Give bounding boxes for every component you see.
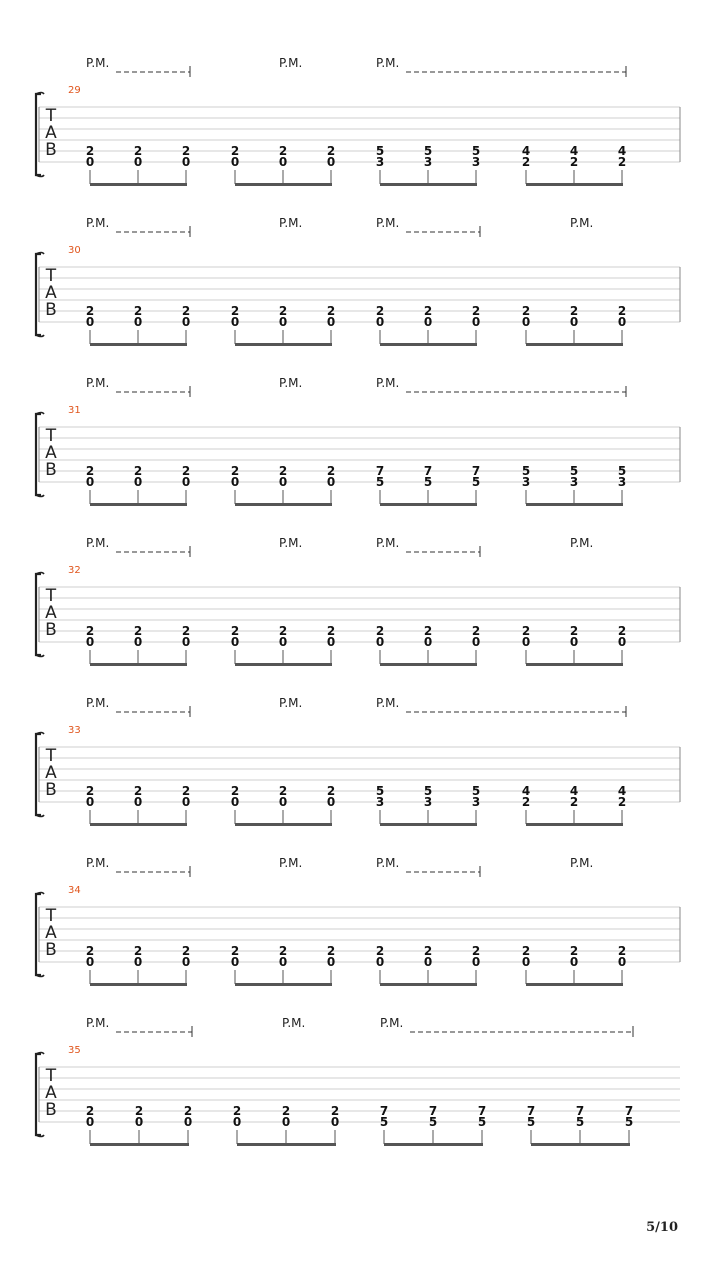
- fret-number: 2: [85, 144, 95, 158]
- palm-mute-label: P.M.: [86, 856, 110, 870]
- fret-number: 3: [569, 475, 579, 489]
- fret-number: 0: [326, 315, 336, 329]
- fret-number: 0: [181, 795, 191, 809]
- fret-number: 2: [278, 784, 288, 798]
- tab-clef-letter: T: [45, 906, 57, 926]
- fret-number: 2: [181, 144, 191, 158]
- fret-number: 2: [521, 155, 531, 169]
- fret-number: 0: [375, 315, 385, 329]
- fret-number: 2: [569, 944, 579, 958]
- note-beam: [90, 823, 187, 826]
- fret-number: 2: [281, 1104, 291, 1118]
- fret-number: 5: [569, 464, 579, 478]
- fret-number: 2: [181, 624, 191, 638]
- palm-mute-label: P.M.: [376, 856, 400, 870]
- tab-clef-letter: T: [45, 1066, 57, 1086]
- palm-mute-label: P.M.: [376, 216, 400, 230]
- fret-number: 7: [575, 1104, 585, 1118]
- fret-number: 0: [85, 635, 95, 649]
- fret-number: 2: [133, 144, 143, 158]
- fret-number: 0: [278, 315, 288, 329]
- fret-number: 0: [134, 1115, 144, 1129]
- palm-mute-label: P.M.: [282, 1016, 306, 1030]
- palm-mute-label: P.M.: [570, 536, 594, 550]
- tab-system: [36, 56, 680, 186]
- tab-clef-letter: A: [45, 603, 57, 623]
- note-beam: [235, 983, 332, 986]
- fret-number: 2: [521, 624, 531, 638]
- fret-number: 4: [521, 784, 531, 798]
- tab-system: [36, 536, 680, 666]
- tab-clef-letter: B: [45, 140, 57, 160]
- fret-number: 0: [330, 1115, 340, 1129]
- fret-number: 0: [278, 155, 288, 169]
- fret-number: 5: [375, 144, 385, 158]
- fret-number: 5: [423, 784, 433, 798]
- fret-number: 2: [85, 784, 95, 798]
- page-number: 5/10: [646, 1220, 678, 1235]
- fret-number: 5: [624, 1115, 634, 1129]
- note-beam: [526, 983, 623, 986]
- fret-number: 2: [181, 304, 191, 318]
- fret-number: 3: [423, 155, 433, 169]
- fret-number: 2: [230, 944, 240, 958]
- palm-mute-label: P.M.: [570, 856, 594, 870]
- fret-number: 2: [617, 155, 627, 169]
- tab-clef-letter: T: [45, 586, 57, 606]
- fret-number: 0: [278, 635, 288, 649]
- palm-mute-label: P.M.: [86, 696, 110, 710]
- tab-system: [36, 856, 680, 986]
- fret-number: 2: [183, 1104, 193, 1118]
- fret-number: 0: [85, 955, 95, 969]
- fret-number: 0: [521, 955, 531, 969]
- palm-mute-label: P.M.: [86, 56, 110, 70]
- fret-number: 0: [230, 315, 240, 329]
- fret-number: 0: [85, 315, 95, 329]
- tab-clef-letter: T: [45, 266, 57, 286]
- fret-number: 2: [133, 944, 143, 958]
- fret-number: 0: [281, 1115, 291, 1129]
- fret-number: 3: [375, 155, 385, 169]
- fret-number: 0: [326, 475, 336, 489]
- tab-system: [36, 376, 680, 506]
- fret-number: 2: [330, 1104, 340, 1118]
- fret-number: 2: [232, 1104, 242, 1118]
- fret-number: 3: [423, 795, 433, 809]
- note-beam: [380, 983, 477, 986]
- fret-number: 0: [181, 475, 191, 489]
- fret-number: 2: [569, 624, 579, 638]
- fret-number: 0: [326, 955, 336, 969]
- fret-number: 0: [423, 635, 433, 649]
- fret-number: 0: [617, 955, 627, 969]
- fret-number: 2: [423, 944, 433, 958]
- fret-number: 2: [471, 944, 481, 958]
- tab-clef-letter: A: [45, 283, 57, 303]
- tab-clef-letter: A: [45, 763, 57, 783]
- fret-number: 0: [232, 1115, 242, 1129]
- fret-number: 0: [569, 315, 579, 329]
- fret-number: 5: [379, 1115, 389, 1129]
- note-beam: [90, 503, 187, 506]
- fret-number: 3: [617, 475, 627, 489]
- fret-number: 0: [471, 955, 481, 969]
- note-beam: [235, 183, 332, 186]
- tab-clef-letter: A: [45, 123, 57, 143]
- fret-number: 2: [230, 144, 240, 158]
- fret-number: 5: [375, 784, 385, 798]
- measure-number: 29: [68, 85, 81, 96]
- tab-clef-letter: T: [45, 426, 57, 446]
- fret-number: 0: [617, 635, 627, 649]
- fret-number: 2: [375, 304, 385, 318]
- note-beam: [384, 1143, 483, 1146]
- fret-number: 2: [181, 464, 191, 478]
- fret-number: 2: [181, 944, 191, 958]
- fret-number: 2: [521, 944, 531, 958]
- palm-mute-label: P.M.: [279, 696, 303, 710]
- tab-clef-letter: B: [45, 620, 57, 640]
- measure-number: 34: [68, 885, 81, 896]
- fret-number: 5: [471, 784, 481, 798]
- fret-number: 2: [326, 304, 336, 318]
- fret-number: 0: [423, 315, 433, 329]
- fret-number: 0: [326, 795, 336, 809]
- fret-number: 2: [326, 624, 336, 638]
- note-beam: [235, 663, 332, 666]
- tab-clef-letter: B: [45, 780, 57, 800]
- palm-mute-label: P.M.: [86, 376, 110, 390]
- measure-number: 31: [68, 405, 81, 416]
- fret-number: 0: [230, 475, 240, 489]
- fret-number: 5: [521, 464, 531, 478]
- tab-system: [36, 696, 680, 826]
- fret-number: 0: [375, 635, 385, 649]
- fret-number: 2: [326, 784, 336, 798]
- fret-number: 3: [521, 475, 531, 489]
- palm-mute-label: P.M.: [279, 216, 303, 230]
- palm-mute-label: P.M.: [279, 856, 303, 870]
- fret-number: 7: [375, 464, 385, 478]
- note-beam: [526, 183, 623, 186]
- fret-number: 0: [569, 955, 579, 969]
- note-beam: [235, 823, 332, 826]
- fret-number: 0: [133, 635, 143, 649]
- fret-number: 5: [471, 475, 481, 489]
- fret-number: 2: [85, 1104, 95, 1118]
- note-beam: [380, 183, 477, 186]
- fret-number: 2: [133, 624, 143, 638]
- fret-number: 2: [617, 795, 627, 809]
- fret-number: 5: [375, 475, 385, 489]
- fret-number: 2: [181, 784, 191, 798]
- fret-number: 2: [471, 624, 481, 638]
- tab-clef-letter: B: [45, 1100, 57, 1120]
- fret-number: 2: [133, 784, 143, 798]
- fret-number: 3: [471, 795, 481, 809]
- measure-number: 33: [68, 725, 81, 736]
- palm-mute-label: P.M.: [376, 56, 400, 70]
- fret-number: 2: [278, 144, 288, 158]
- fret-number: 4: [569, 144, 579, 158]
- fret-number: 0: [278, 475, 288, 489]
- fret-number: 4: [521, 144, 531, 158]
- fret-number: 2: [423, 304, 433, 318]
- fret-number: 0: [85, 1115, 95, 1129]
- fret-number: 2: [278, 624, 288, 638]
- fret-number: 2: [521, 795, 531, 809]
- note-beam: [90, 1143, 189, 1146]
- fret-number: 3: [375, 795, 385, 809]
- fret-number: 2: [617, 944, 627, 958]
- tab-clef-letter: A: [45, 923, 57, 943]
- tab-clef-letter: A: [45, 1083, 57, 1103]
- fret-number: 2: [230, 624, 240, 638]
- note-beam: [526, 663, 623, 666]
- note-beam: [90, 983, 187, 986]
- fret-number: 5: [428, 1115, 438, 1129]
- fret-number: 4: [617, 144, 627, 158]
- fret-number: 0: [569, 635, 579, 649]
- fret-number: 0: [230, 155, 240, 169]
- palm-mute-label: P.M.: [279, 376, 303, 390]
- fret-number: 0: [617, 315, 627, 329]
- note-beam: [380, 503, 477, 506]
- note-beam: [237, 1143, 336, 1146]
- note-beam: [380, 663, 477, 666]
- fret-number: 5: [423, 475, 433, 489]
- fret-number: 0: [471, 635, 481, 649]
- note-beam: [90, 183, 187, 186]
- palm-mute-label: P.M.: [380, 1016, 404, 1030]
- measure-number: 32: [68, 565, 81, 576]
- fret-number: 7: [423, 464, 433, 478]
- measure-number: 30: [68, 245, 81, 256]
- fret-number: 0: [521, 635, 531, 649]
- palm-mute-label: P.M.: [376, 376, 400, 390]
- fret-number: 7: [477, 1104, 487, 1118]
- note-beam: [235, 503, 332, 506]
- fret-number: 0: [85, 475, 95, 489]
- fret-number: 0: [471, 315, 481, 329]
- fret-number: 4: [569, 784, 579, 798]
- palm-mute-label: P.M.: [86, 1016, 110, 1030]
- tab-clef-letter: B: [45, 940, 57, 960]
- fret-number: 2: [375, 624, 385, 638]
- palm-mute-label: P.M.: [86, 216, 110, 230]
- tab-clef-letter: B: [45, 460, 57, 480]
- palm-mute-label: P.M.: [376, 536, 400, 550]
- tab-clef-letter: T: [45, 106, 57, 126]
- fret-number: 2: [326, 144, 336, 158]
- note-beam: [380, 343, 477, 346]
- fret-number: 2: [278, 944, 288, 958]
- fret-number: 7: [471, 464, 481, 478]
- fret-number: 2: [617, 624, 627, 638]
- note-beam: [380, 823, 477, 826]
- palm-mute-label: P.M.: [279, 536, 303, 550]
- fret-number: 0: [133, 475, 143, 489]
- fret-number: 3: [471, 155, 481, 169]
- fret-number: 4: [617, 784, 627, 798]
- tab-clef-letter: T: [45, 746, 57, 766]
- fret-number: 0: [230, 635, 240, 649]
- palm-mute-label: P.M.: [86, 536, 110, 550]
- fret-number: 5: [617, 464, 627, 478]
- fret-number: 0: [133, 155, 143, 169]
- fret-number: 0: [375, 955, 385, 969]
- fret-number: 2: [85, 624, 95, 638]
- fret-number: 5: [526, 1115, 536, 1129]
- fret-number: 5: [423, 144, 433, 158]
- fret-number: 2: [278, 464, 288, 478]
- fret-number: 0: [230, 795, 240, 809]
- fret-number: 2: [230, 784, 240, 798]
- fret-number: 2: [569, 795, 579, 809]
- note-beam: [526, 343, 623, 346]
- measure-number: 35: [68, 1045, 81, 1056]
- fret-number: 5: [575, 1115, 585, 1129]
- fret-number: 0: [230, 955, 240, 969]
- palm-mute-label: P.M.: [376, 696, 400, 710]
- fret-number: 7: [526, 1104, 536, 1118]
- note-beam: [526, 823, 623, 826]
- fret-number: 2: [375, 944, 385, 958]
- tab-system: [36, 1016, 680, 1146]
- fret-number: 2: [521, 304, 531, 318]
- fret-number: 5: [471, 144, 481, 158]
- fret-number: 0: [521, 315, 531, 329]
- palm-mute-label: P.M.: [279, 56, 303, 70]
- fret-number: 2: [326, 944, 336, 958]
- fret-number: 7: [624, 1104, 634, 1118]
- fret-number: 2: [278, 304, 288, 318]
- tab-clef-letter: B: [45, 300, 57, 320]
- fret-number: 0: [133, 955, 143, 969]
- fret-number: 0: [133, 795, 143, 809]
- fret-number: 0: [278, 955, 288, 969]
- fret-number: 2: [85, 304, 95, 318]
- fret-number: 0: [181, 635, 191, 649]
- fret-number: 2: [133, 464, 143, 478]
- fret-number: 0: [181, 315, 191, 329]
- fret-number: 2: [133, 304, 143, 318]
- tab-system: [36, 216, 680, 346]
- fret-number: 7: [379, 1104, 389, 1118]
- fret-number: 2: [134, 1104, 144, 1118]
- palm-mute-label: P.M.: [570, 216, 594, 230]
- note-beam: [90, 343, 187, 346]
- fret-number: 2: [85, 464, 95, 478]
- fret-number: 0: [133, 315, 143, 329]
- tab-clef-letter: A: [45, 443, 57, 463]
- note-beam: [526, 503, 623, 506]
- fret-number: 0: [326, 155, 336, 169]
- fret-number: 0: [85, 795, 95, 809]
- fret-number: 0: [181, 955, 191, 969]
- fret-number: 0: [278, 795, 288, 809]
- fret-number: 2: [326, 464, 336, 478]
- fret-number: 2: [569, 304, 579, 318]
- fret-number: 0: [85, 155, 95, 169]
- note-beam: [235, 343, 332, 346]
- fret-number: 2: [423, 624, 433, 638]
- fret-number: 0: [423, 955, 433, 969]
- fret-number: 2: [569, 155, 579, 169]
- fret-number: 0: [181, 155, 191, 169]
- fret-number: 0: [326, 635, 336, 649]
- note-beam: [531, 1143, 630, 1146]
- fret-number: 2: [230, 304, 240, 318]
- fret-number: 2: [85, 944, 95, 958]
- fret-number: 7: [428, 1104, 438, 1118]
- fret-number: 5: [477, 1115, 487, 1129]
- note-beam: [90, 663, 187, 666]
- fret-number: 0: [183, 1115, 193, 1129]
- fret-number: 2: [230, 464, 240, 478]
- fret-number: 2: [471, 304, 481, 318]
- fret-number: 2: [617, 304, 627, 318]
